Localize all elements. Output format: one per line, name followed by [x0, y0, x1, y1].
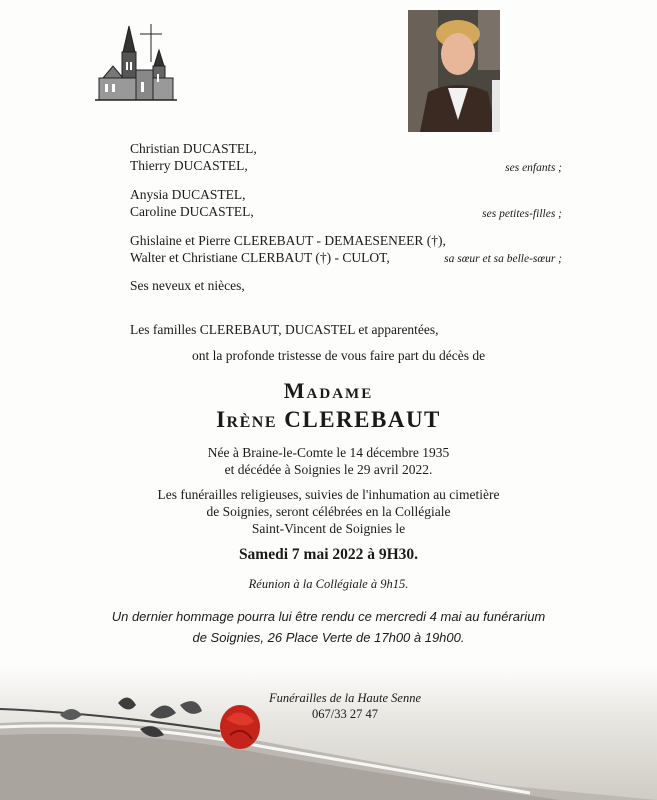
siblings-role: sa sœur et sa belle-sœur ;: [444, 253, 562, 265]
homage-line: de Soignies, 26 Place Verte de 17h00 à 19h00.: [192, 630, 465, 645]
undertaker-name: Funérailles de la Haute Senne: [268, 691, 422, 705]
announcement-line2: ont la profonde tristesse de vous faire part du décès de: [192, 348, 486, 363]
funeral-date: Samedi 7 mai 2022 à 9H30.: [238, 546, 419, 563]
grandchild-name: Caroline DUCASTEL,: [130, 204, 254, 219]
deceased-last-name: CLEREBAUT: [284, 407, 441, 432]
funeral-line: Les funérailles religieuses, suivies de l'inhumation au cimetière: [157, 487, 500, 502]
undertaker-phone: 067/33 27 47: [312, 707, 378, 721]
announcement-line1: Les familles CLEREBAUT, DUCASTEL et apparentées,: [130, 322, 439, 337]
sibling-name: Ghislaine et Pierre CLEREBAUT - DEMAESENEER (†),: [130, 233, 446, 248]
child-name: Christian DUCASTEL,: [130, 141, 257, 156]
birth-line: Née à Braine-le-Comte le 14 décembre 1935: [207, 445, 450, 460]
funeral-line: de Soignies, seront célébrées en la Collégiale: [206, 504, 451, 519]
deceased-first-name: Irène: [216, 407, 277, 432]
deceased-name: [0, 407, 657, 433]
portrait-photo: [408, 10, 500, 132]
rose-on-beach-image: [0, 665, 657, 800]
meeting-line: Réunion à la Collégiale à 9h15.: [248, 577, 409, 591]
grandchild-name: Anysia DUCASTEL,: [130, 187, 246, 202]
deceased-title: Madame: [283, 378, 374, 403]
homage-line: Un dernier hommage pourra lui être rendu ce mercredi 4 mai au funérarium: [111, 609, 546, 624]
grandchildren-role: ses petites-filles ;: [482, 208, 562, 220]
children-role: ses enfants ;: [505, 162, 562, 174]
child-name: Thierry DUCASTEL,: [130, 158, 248, 173]
nephews-line: Ses neveux et nièces,: [130, 278, 245, 293]
funeral-line: Saint-Vincent de Soignies le: [251, 521, 406, 536]
church-icon: [95, 22, 177, 104]
sibling-name: Walter et Christiane CLERBAUT (†) - CULOT,: [130, 250, 390, 265]
death-line: et décédée à Soignies le 29 avril 2022.: [224, 462, 433, 477]
